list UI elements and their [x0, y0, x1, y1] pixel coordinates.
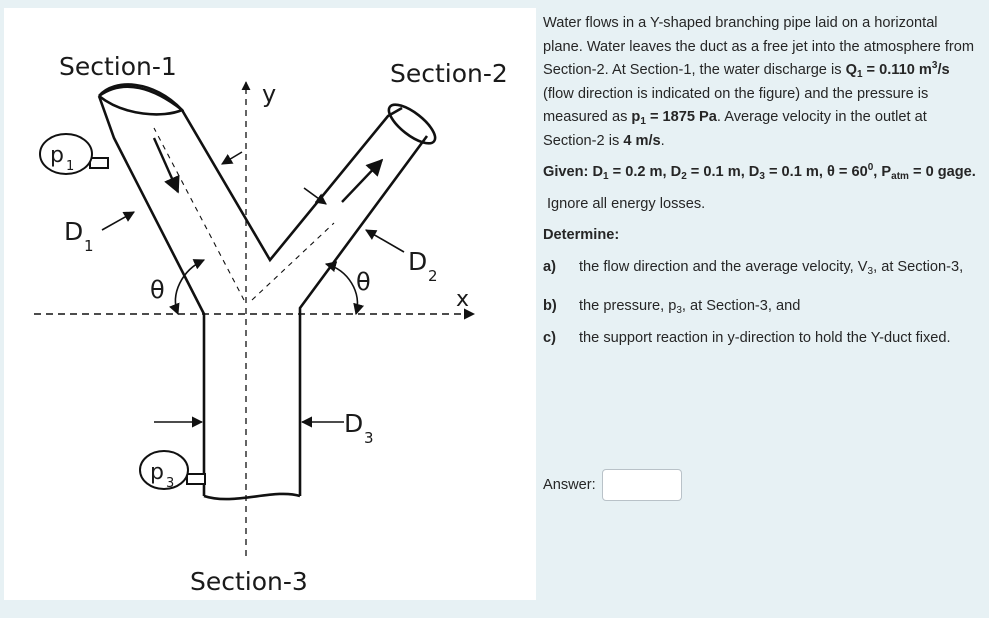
section2-label: Section-2 — [390, 59, 508, 88]
p1-subscript: 1 — [66, 159, 75, 174]
part-c — [543, 327, 981, 351]
intro-text-d: . — [660, 132, 665, 149]
q1-symbol — [846, 62, 950, 78]
given-d1-subscript: 1 — [603, 171, 609, 182]
intro-text-a: Water flows in a Y-shaped branching pipe laid on a horizontal plane. Water leaves the duct as a free jet into the atmosphere from Section-2. At Section-1, the water discharge is — [543, 15, 975, 78]
section1-label: Section-1 — [59, 52, 177, 81]
determine-heading: Determine: — [543, 227, 620, 243]
answer-row — [543, 469, 682, 501]
y-axis-label: y — [262, 80, 277, 108]
ignore-losses-note: Ignore all energy losses. — [547, 195, 706, 212]
answer-input[interactable] — [602, 469, 682, 501]
p1-text-subscript: 1 — [640, 116, 646, 127]
given-text-b: = 0.2 m, D — [608, 164, 682, 180]
part-c-text: the support reaction in y-direction to hold the Y-duct fixed. — [579, 329, 951, 346]
part-a-text-b: , at Section-3, — [873, 258, 964, 275]
intro-text-c: . Average velocity in the outlet at Section-2 is — [543, 109, 927, 149]
q1-value: = 0.110 m — [862, 62, 932, 78]
part-a-text-a: the flow direction and the average velocity, V — [579, 258, 868, 275]
d2-subscript: 2 — [428, 267, 438, 285]
part-c-letter: c) — [543, 329, 556, 346]
q1-letter: Q — [845, 62, 857, 78]
given-text-a: Given: D — [543, 164, 604, 180]
p3-label: p — [150, 460, 164, 485]
given-d2-subscript: 2 — [681, 171, 687, 182]
part-a-subscript: 3 — [867, 265, 874, 277]
figure-panel — [4, 8, 536, 600]
section3-opening — [204, 494, 300, 499]
pipe-body — [99, 87, 427, 496]
d3-label: D — [344, 409, 364, 438]
d3-subscript: 3 — [364, 429, 374, 447]
part-a — [543, 256, 981, 280]
p1-value: = 1875 Pa — [645, 109, 717, 125]
p1-letter: p — [631, 109, 641, 125]
v2-value: 4 m/s — [623, 132, 661, 149]
given-degree-mark: 0 — [867, 162, 874, 173]
flow-arrow-in — [154, 138, 178, 192]
part-b-letter: b) — [543, 298, 557, 314]
part-b-subscript: 3 — [676, 305, 682, 316]
theta-right-arc — [326, 264, 357, 314]
given-text-d: = 0.1 m, θ = 60 — [764, 164, 868, 180]
problem-intro — [543, 12, 981, 153]
theta-right-label: θ — [356, 268, 371, 296]
q1-subscript: 1 — [856, 69, 863, 80]
p1-symbol — [631, 109, 717, 125]
given-text-c: = 0.1 m, D — [686, 164, 760, 180]
y-pipe-diagram — [4, 8, 536, 600]
x-axis-label: x — [456, 287, 470, 312]
right-branch-centerline — [252, 223, 334, 300]
d1-label: D — [64, 217, 84, 246]
p3-subscript: 3 — [166, 476, 175, 491]
intro-text-b: (flow direction is indicated on the figure) and the pressure is measured as — [543, 85, 929, 125]
section2-opening — [383, 98, 441, 150]
given-d3-subscript: 3 — [759, 171, 765, 182]
part-b-text-a: the pressure, p — [579, 298, 677, 314]
left-branch-centerline — [154, 128, 244, 300]
given-atm-subscript: atm — [891, 171, 909, 182]
given-text-f: = 0 gage. — [908, 164, 976, 180]
theta-left-label: θ — [150, 276, 165, 304]
d2-label: D — [408, 247, 428, 276]
part-a-letter: a) — [543, 258, 556, 275]
problem-text-panel — [543, 12, 981, 350]
d1-arrow — [102, 212, 134, 230]
p3-gauge-icon — [140, 451, 188, 489]
p1-gauge-stub — [90, 158, 108, 168]
given-text-e: , P — [873, 164, 892, 180]
p3-gauge-stub — [187, 474, 205, 484]
q1-unit-power: 3 — [931, 60, 938, 71]
given-line — [543, 161, 981, 185]
d1-subscript: 1 — [84, 237, 94, 255]
q1-unit: /s — [937, 62, 950, 78]
d1-arrow-inner — [222, 152, 242, 164]
answer-label: Answer: — [543, 477, 596, 493]
section3-label: Section-3 — [190, 567, 308, 596]
p1-label: p — [50, 143, 64, 168]
d2-arrow-bottom — [366, 230, 404, 252]
part-b — [543, 295, 981, 319]
part-b-text-b: , at Section-3, and — [681, 298, 801, 314]
